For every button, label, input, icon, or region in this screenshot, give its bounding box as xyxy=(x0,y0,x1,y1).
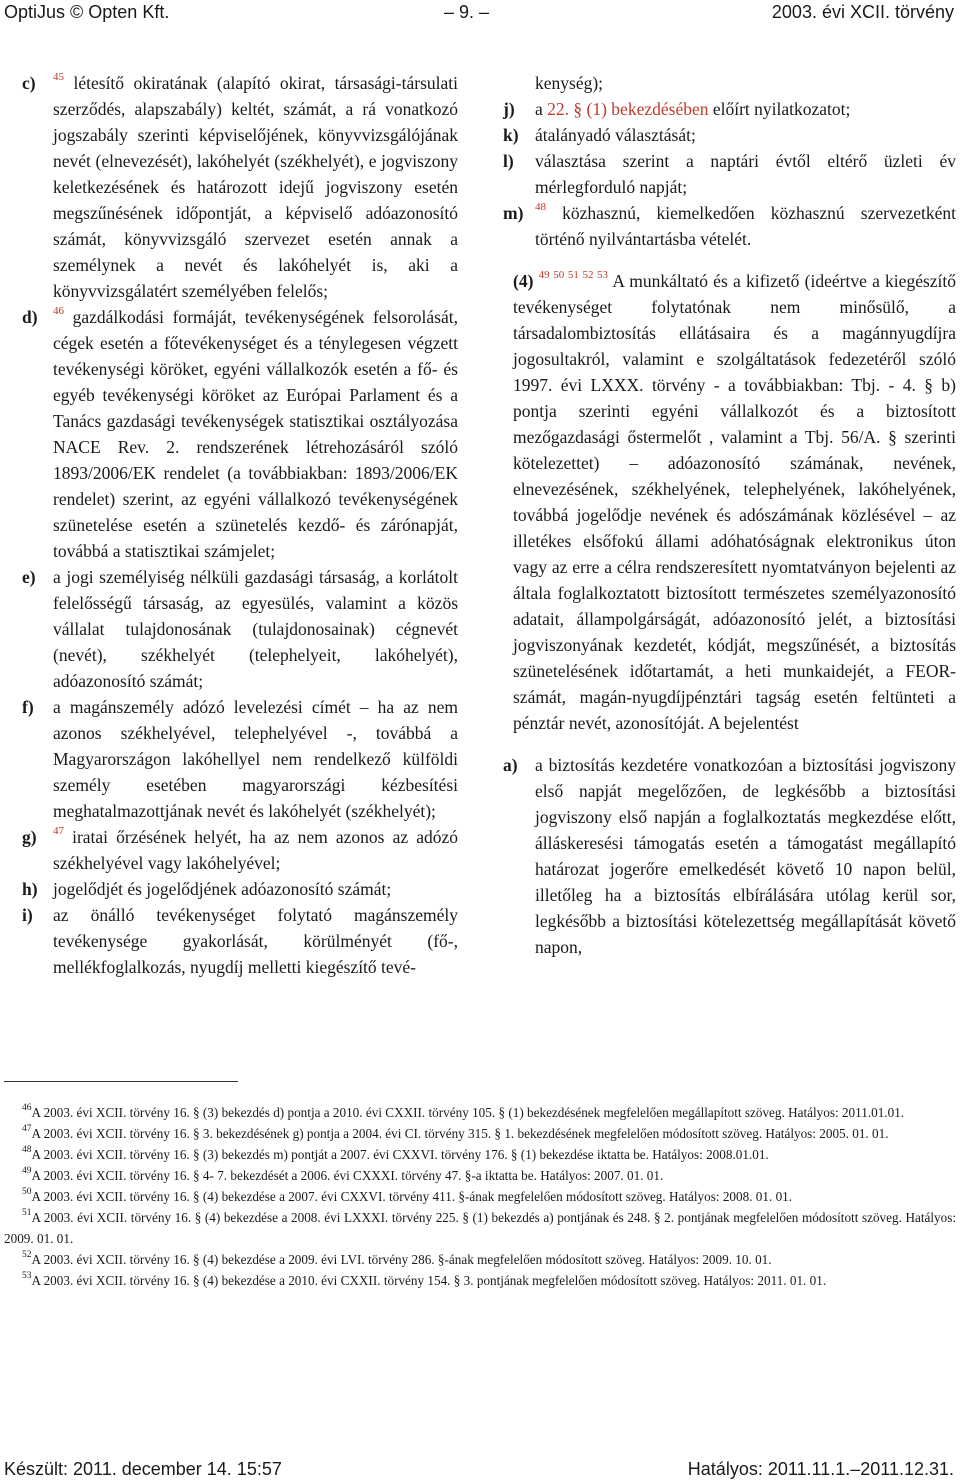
footnote-text: A 2003. évi XCII. törvény 16. § (3) bekezdés m) pontját a 2007. évi CXXVI. törvény 176. § (1) bekezdése iktatta be. Hatályos: 2008.01.01. xyxy=(31,1147,769,1162)
point-j xyxy=(503,96,956,122)
point-label: h) xyxy=(22,879,38,899)
header-page-number: – 9. – xyxy=(444,2,490,22)
point-text: átalányadó választását; xyxy=(535,125,696,145)
footnote-number: 50 xyxy=(22,1186,32,1197)
point-m xyxy=(503,200,956,252)
point-text: a jogi személyiség nélküli gazdasági társaság, a korlátolt felelősségű társaság, az egyesülés, valamint a közös vállalat tulajdonosának (tulajdonosainak) cégnevét (nevét), székhelyét (telephelyeit, lakóhelyét), adóazonosító számát; xyxy=(53,567,458,691)
footnote-number: 49 xyxy=(22,1165,32,1176)
point-label: k) xyxy=(503,125,519,145)
point-h xyxy=(22,876,458,902)
footnote xyxy=(4,1165,956,1186)
point-d xyxy=(22,304,458,564)
paragraph-4 xyxy=(513,268,956,736)
footnote-ref[interactable]: 48 xyxy=(535,201,546,214)
point-text: a biztosítás kezdetére vonatkozóan a biztosítási jogviszony első napját megelőzően, de legkésőbb a biztosítási jogviszony első napján a foglalkoztatás megkezdése előtt, álláskeresési támogatás esetén a támogatást megállapító határozat jogerőre emelkedését követő 10 napon belül, illetőleg ha a biztosítás elbírálására utólag kerül sor, legkésőbb a biztosítási kötelezettség megállapítását követő napon, xyxy=(535,755,956,957)
point-k xyxy=(503,122,956,148)
footnote xyxy=(4,1270,956,1291)
footnote-refs[interactable]: 49 50 51 52 53 xyxy=(538,269,609,282)
point-text: iratai őrzésének helyét, ha az nem azonos az adózó székhelyével vagy lakóhelyével; xyxy=(53,827,458,873)
point-i xyxy=(22,902,458,980)
point-a xyxy=(503,752,956,960)
point-label: a) xyxy=(503,755,518,775)
point-label: g) xyxy=(22,827,37,847)
footnote-text: A 2003. évi XCII. törvény 16. § (3) bekezdés d) pontja a 2010. évi CXXII. törvény 105. § (1) bekezdésének megfelelően megállapított szöveg. Hatályos: 2011.01.01. xyxy=(31,1105,905,1120)
point-text: gazdálkodási formáját, tevékenységének felsorolását, cégek esetén a főtevékenységet és a ténylegesen végzett tevékenységi köröket, egyéni vállalkozók esetén a fő- és egyéb tevékenységi köröket az Európai Parlament és a Tanács gazdasági tevékenységek statisztikai osztályozása NACE Rev. 2. rendszerének létrehozásáról szóló 1893/2006/EK rendelet (a továbbiakban: 1893/2006/EK rendelet) szerint, az egyéni vállalkozó tevékenységének szünetelése esetén a szünetelés kezdő- és zárónapját, továbbá a statisztikai számjelet; xyxy=(53,307,458,561)
point-f xyxy=(22,694,458,824)
spacer xyxy=(513,252,956,268)
footnote-text: A 2003. évi XCII. törvény 16. § (4) bekezdése a 2007. évi CXXVI. törvény 411. §-ának megfelelően módosított szöveg. Hatályos: 2008. 01. 01. xyxy=(31,1189,793,1204)
footnote-number: 52 xyxy=(22,1249,32,1260)
point-label: l) xyxy=(503,151,514,171)
point-l xyxy=(503,148,956,200)
paragraph-text: A munkáltató és a kifizető (ideértve a kiegészítő tevékenységet folytatónak nem minősülő, a társadalombiztosítás ellátásaira és a magánnyugdíjra jogosultakról, valamint e szolgáltatások fedezetéről szóló 1997. évi LXXX. törvény - a továbbiakban: Tbj. - 4. § b) pontja szerinti egyéni vállalkozót és a biztosított mezőgazdasági őstermelőt , valamint a Tbj. 56/A. § szerinti kötelezettet) – adóazonosító számának, nevének, elnevezésének, székhelyének, telephelyének, lakóhelyének, továbbá jogelődje nevének és adószámának közlésével – az illetékes elsőfokú állami adóhatóságnak elektronikus úton vagy az erre a célra rendszeresített nyomtatványon bejelenti az általa foglalkoztatott biztosított természetes személyazonosító adatait, állampolgárságát, adóazonosító jelét, a biztosítási jogviszonyának kezdetét, kódját, megszűnését, a biztosítás szünetelésének időtartamát, a heti munkaidejét, a FEOR-számát, magán-nyugdíjpénztári tagság esetén feltünteti a pénztár nevét, azonosítóját. A bejelentést xyxy=(513,271,957,733)
header-law-title: 2003. évi XCII. törvény xyxy=(771,2,954,22)
right-column xyxy=(503,70,957,960)
footnote-text: A 2003. évi XCII. törvény 16. § (4) bekezdése a 2010. évi CXXII. törvény 154. § 3. pontjának megfelelően módosított szöveg. Hatályos: 2011. 01. 01. xyxy=(31,1273,827,1288)
point-label: i) xyxy=(22,905,33,925)
point-label: m) xyxy=(503,203,524,223)
footnote-ref[interactable]: 47 xyxy=(53,825,64,838)
point-label: d) xyxy=(22,307,38,327)
footnote-ref[interactable]: 46 xyxy=(53,305,64,318)
footnote-divider xyxy=(4,1081,238,1082)
footnote-text: A 2003. évi XCII. törvény 16. § (4) bekezdése a 2008. évi LXXXI. törvény 225. § (1) bekezdés a) pontjának és 248. § 2. pontjának megfelelően módosított szöveg. Hatályos: 2009. 01. 01. xyxy=(4,1210,956,1246)
point-e xyxy=(22,564,458,694)
point-text: választása szerint a naptári évtől eltérő üzleti év mérlegforduló napját; xyxy=(535,151,956,197)
point-text: kenység); xyxy=(535,73,604,93)
point-text: a xyxy=(535,99,548,119)
footnotes xyxy=(4,1102,956,1291)
footnote-ref[interactable]: 45 xyxy=(53,71,64,84)
footnote-text: A 2003. évi XCII. törvény 16. § 3. bekezdésének g) pontja a 2004. évi CI. törvény 315. § 1. bekezdésének megfelelően módosított szöveg. Hatályos: 2005. 01. 01. xyxy=(31,1126,889,1141)
footer-created: Készült: 2011. december 14. 15:57 xyxy=(4,1459,282,1479)
point-text: létesítő okiratának (alapító okirat, társasági-társulati szerződés, alapszabály) keltét, számát, a rá vonatkozó jogszabály szerinti képviselőjének, könyvvizsgálójának nevét (elnevezését), lakóhelyét (székhelyét), e jogviszony keletkezésének és határozott idejű jogviszony esetén megszűnésének időpontját, a képviselő adóazonosító számát, könyvvizsgáló szervezet esetén annak a személynek a nevét és lakóhelyét is, aki a könyvvizsgálatért személyében felelős; xyxy=(53,73,458,301)
point-text: az önálló tevékenységet folytató magánszemély tevékenysége gyakorlását, körülményét (fő-, mellékfoglalkozás, nyugdíj melletti kiegészítő tevé- xyxy=(53,905,458,977)
point-label: j) xyxy=(503,99,515,119)
page-footer xyxy=(4,1459,954,1483)
point-text: a magánszemély adózó levelezési címét – ha az nem azonos székhelyével, telephelyével -, továbbá a Magyarországon lakóhellyel nem rendelkező külföldi személy esetében magyarországi kézbesítési meghatalmazottjának nevét és lakóhelyét (székhelyét); xyxy=(53,697,458,821)
section-link[interactable]: 22. § (1) bekezdésében xyxy=(547,99,709,119)
footnote-text: A 2003. évi XCII. törvény 16. § (4) bekezdése a 2009. évi LVI. törvény 286. §-ának megfelelően módosított szöveg. Hatályos: 2009. 10. 01. xyxy=(31,1252,772,1267)
footnote-text: A 2003. évi XCII. törvény 16. § 4- 7. bekezdését a 2006. évi CXXXI. törvény 47. §-a iktatta be. Hatályos: 2007. 01. 01. xyxy=(31,1168,664,1183)
page-header xyxy=(4,0,954,28)
footnote xyxy=(4,1186,956,1207)
point-c xyxy=(22,70,458,304)
footnote-number: 53 xyxy=(22,1270,32,1281)
point-label: c) xyxy=(22,73,36,93)
point-label: e) xyxy=(22,567,36,587)
footnote-number: 47 xyxy=(22,1123,32,1134)
footnote-number: 51 xyxy=(22,1207,32,1218)
footnote xyxy=(4,1144,956,1165)
footnote xyxy=(4,1102,956,1123)
header-publisher: OptiJus © Opten Kft. xyxy=(4,2,170,22)
point-text: előírt nyilatkozatot; xyxy=(708,99,851,119)
point-g xyxy=(22,824,458,876)
footnote-number: 46 xyxy=(22,1102,32,1113)
point-text: közhasznú, kiemelkedően közhasznú szervezetként történő nyilvántartásba vételét. xyxy=(535,203,956,249)
paragraph-number: (4) xyxy=(513,271,534,291)
point-text: jogelődjét és jogelődjének adóazonosító számát; xyxy=(53,879,392,899)
left-column xyxy=(22,70,458,980)
footer-validity: Hatályos: 2011.11.1.–2011.12.31. xyxy=(687,1459,954,1479)
footnote xyxy=(4,1249,956,1270)
spacer xyxy=(513,736,956,752)
footnote xyxy=(4,1123,956,1144)
point-i-continued xyxy=(513,70,956,96)
point-label: f) xyxy=(22,697,34,717)
footnote xyxy=(4,1207,956,1249)
footnote-number: 48 xyxy=(22,1144,32,1155)
